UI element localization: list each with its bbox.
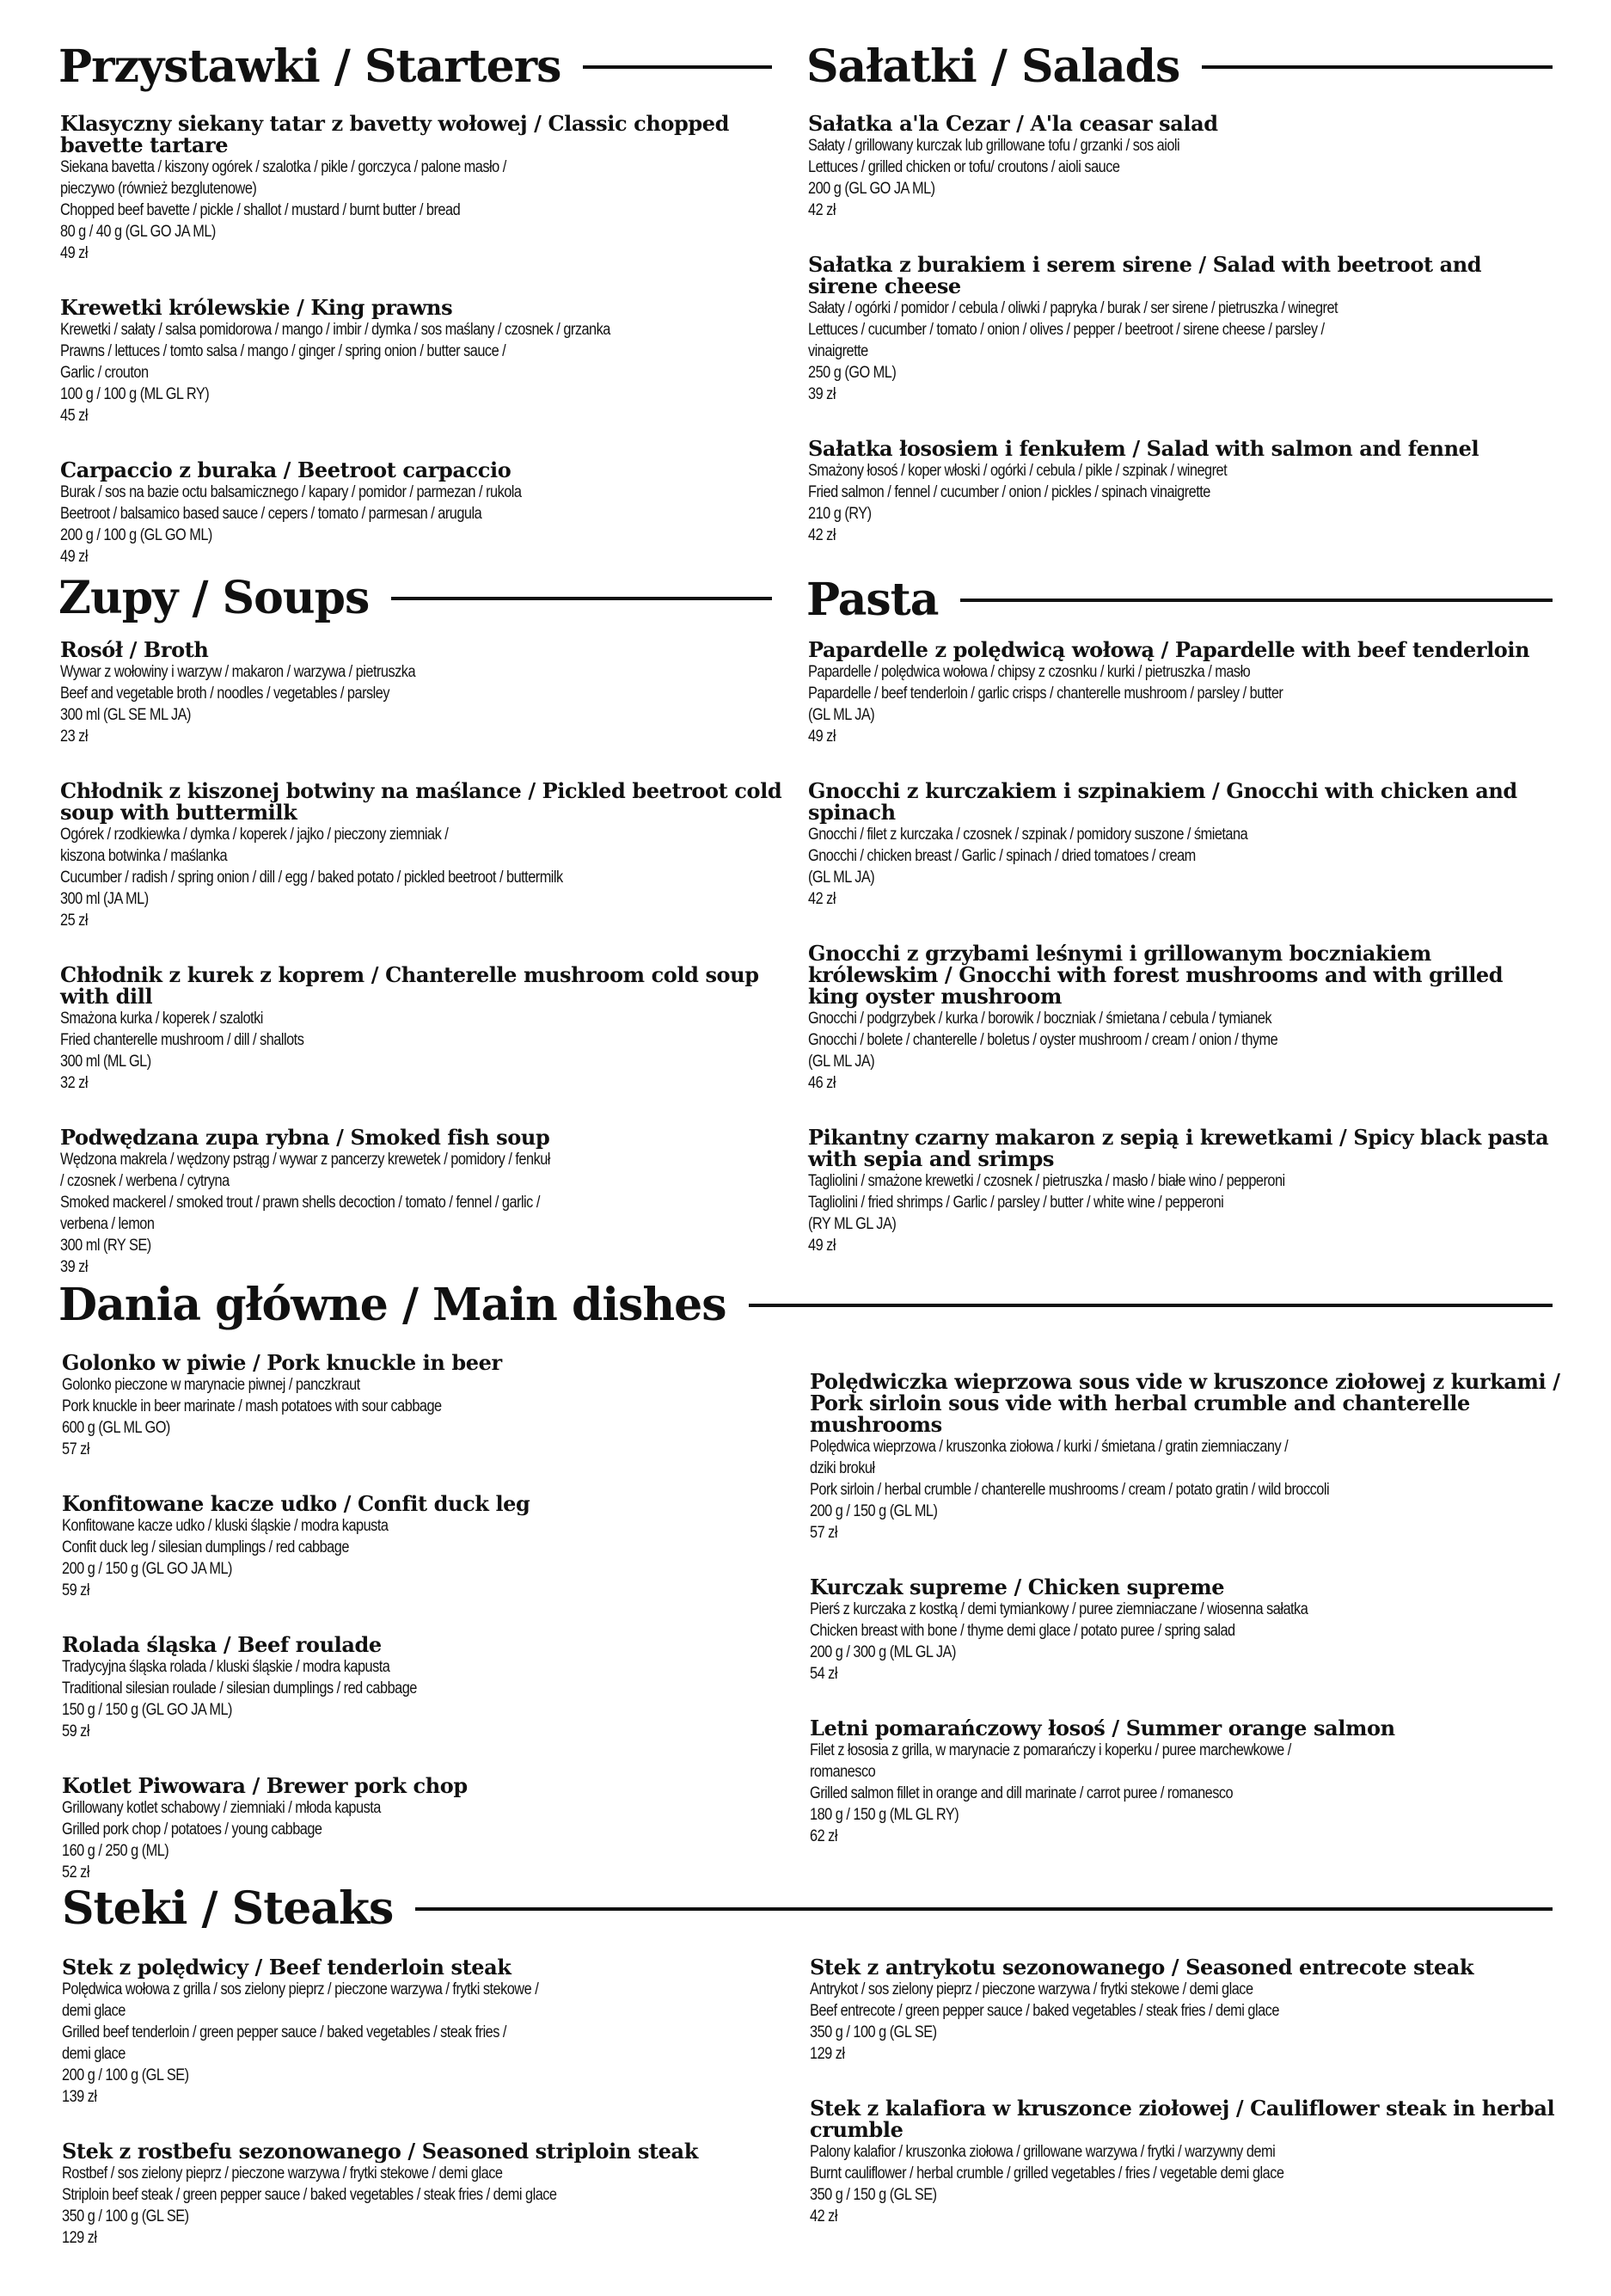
- menu-item-details: [808, 824, 1556, 910]
- menu-item-details: [60, 319, 791, 427]
- section-divider: [391, 597, 772, 600]
- menu-item: [808, 1127, 1556, 1256]
- section-header: [58, 1274, 1553, 1336]
- menu-item-line: 200 g / 150 g (GL ML): [810, 1502, 938, 1520]
- section-starters: [58, 36, 772, 98]
- steaks-left-list: [62, 1956, 793, 2281]
- section-title: Sałatki / Salads: [806, 40, 1180, 93]
- menu-item-price: 139 zł: [62, 2088, 97, 2106]
- menu-item-line: Cucumber / radish / spring onion / dill / egg / baked potato / pickled beetroot / buttermilk: [60, 869, 563, 887]
- menu-item-line: romanesco: [810, 1763, 876, 1781]
- menu-item-price: 42 zł: [810, 2207, 837, 2225]
- menu-item-line: Sałaty / ogórki / pomidor / cebula / oliwki / papryka / burak / ser sirene / pietruszka / winegret: [808, 299, 1338, 317]
- menu-item-price: 42 zł: [808, 526, 836, 544]
- menu-item-details: [810, 1599, 1583, 1685]
- menu-item-line: Tradycyjna śląska rolada / kluski śląskie / modra kapusta: [62, 1658, 390, 1676]
- menu-item-line: Chopped beef bavette / pickle / shallot / mustard / burnt butter / bread: [60, 201, 461, 219]
- menu-item: [810, 2097, 1566, 2227]
- menu-item-line: Antrykot / sos zielony pieprz / pieczone warzywa / frytki stekowe / demi glace: [810, 1980, 1253, 1998]
- menu-item-line: Chicken breast with bone / thyme demi glace / potato puree / spring salad: [810, 1622, 1235, 1640]
- menu-item-title: Gnocchi z kurczakiem i szpinakiem / Gnocchi with chicken and spinach: [808, 778, 1517, 825]
- menu-item-title: Polędwiczka wieprzowa sous vide w kruszonce ziołowej z kurkami / Pork sirloin sous vide with herbal crumble and chanterelle mushrooms: [810, 1369, 1560, 1437]
- menu-item: [62, 1352, 793, 1460]
- section-header: [62, 1878, 1553, 1940]
- menu-item: [62, 1634, 793, 1742]
- menu-item-title: Pikantny czarny makaron z sepią i krewetkami / Spicy black pasta with sepia and srimps: [808, 1125, 1549, 1171]
- section-pasta: [806, 569, 1553, 631]
- menu-item-line: / czosnek / werbena / cytryna: [60, 1172, 230, 1190]
- menu-item-line: Pierś z kurczaka z kostką / demi tymiankowy / puree ziemniaczane / wiosenna sałatka: [810, 1600, 1308, 1618]
- menu-item-details: [60, 661, 791, 747]
- menu-item-line: Papardelle / beef tenderloin / garlic crisps / chanterelle mushroom / parsley / butter: [808, 685, 1283, 703]
- steaks-right-list: [810, 1956, 1566, 2260]
- menu-item-details: [62, 1797, 793, 1883]
- menu-item-price: 49 zł: [808, 1237, 836, 1255]
- menu-item-price: 23 zł: [60, 727, 88, 746]
- menu-item-price: 39 zł: [808, 385, 836, 403]
- menu-item-line: demi glace: [62, 2002, 126, 2020]
- menu-item: [60, 639, 791, 747]
- menu-item-title: Carpaccio z buraka / Beetroot carpaccio: [60, 457, 511, 482]
- menu-item-line: Gnocchi / chicken breast / Garlic / spinach / dried tomatoes / cream: [808, 847, 1196, 865]
- menu-item-price: 59 zł: [62, 1722, 89, 1740]
- menu-item-price: 46 zł: [808, 1074, 836, 1092]
- soups-list: [60, 639, 791, 1311]
- menu-item-line: Burnt cauliflower / herbal crumble / grilled vegetables / fries / vegetable demi glace: [810, 2164, 1284, 2182]
- menu-item-line: 80 g / 40 g (GL GO JA ML): [60, 223, 216, 241]
- section-soups: [58, 568, 772, 629]
- menu-item-line: 200 g / 300 g (ML GL JA): [810, 1643, 956, 1661]
- menu-item-title: Rosół / Broth: [60, 637, 209, 662]
- menu-item-details: [60, 482, 791, 568]
- menu-item-title: Sałatka łososiem i fenkułem / Salad with salmon and fennel: [808, 436, 1479, 461]
- menu-item-line: Polędwica wieprzowa / kruszonka ziołowa / kurki / śmietana / gratin ziemniaczany /: [810, 1438, 1289, 1456]
- section-header: [806, 569, 1553, 631]
- menu-item-title: Papardelle z polędwicą wołową / Papardelle with beef tenderloin: [808, 637, 1530, 662]
- menu-item-line: (RY ML GL JA): [808, 1215, 897, 1233]
- section-divider: [960, 599, 1553, 602]
- menu-item-line: Filet z łososia z grilla, w marynacie z pomarańczy i koperku / puree marchewkowe /: [810, 1741, 1291, 1759]
- menu-item-line: Fried chanterelle mushroom / dill / shallots: [60, 1031, 304, 1049]
- menu-item: [810, 1576, 1583, 1685]
- menu-item-price: 49 zł: [60, 548, 88, 566]
- starters-list: [60, 113, 791, 600]
- menu-item-details: [810, 1740, 1583, 1847]
- menu-item: [808, 639, 1556, 747]
- menu-item: [808, 780, 1556, 910]
- menu-item-price: 52 zł: [62, 1863, 89, 1882]
- mains-left-list: [62, 1352, 793, 1916]
- mains-right-list: [810, 1371, 1583, 1880]
- menu-item-line: 350 g / 100 g (GL SE): [62, 2207, 189, 2225]
- menu-item-details: [808, 460, 1556, 546]
- section-header: [806, 36, 1553, 98]
- menu-item-line: Confit duck leg / silesian dumplings / red cabbage: [62, 1538, 349, 1556]
- section-divider: [1202, 65, 1553, 69]
- menu-item-line: 200 g / 100 g (GL GO ML): [60, 526, 212, 544]
- section-divider: [749, 1304, 1553, 1307]
- menu-item-details: [62, 1979, 793, 2108]
- menu-item-title: Chłodnik z kurek z koprem / Chanterelle mushroom cold soup with dill: [60, 962, 759, 1009]
- menu-item-line: 200 g / 150 g (GL GO JA ML): [62, 1560, 232, 1578]
- menu-item-title: Stek z antrykotu sezonowanego / Seasoned entrecote steak: [810, 1955, 1474, 1980]
- menu-item-line: Grilled salmon fillet in orange and dill marinate / carrot puree / romanesco: [810, 1784, 1234, 1802]
- section-title: Steki / Steaks: [62, 1882, 394, 1935]
- menu-item: [60, 113, 791, 264]
- menu-item-line: 210 g (RY): [808, 505, 872, 523]
- menu-item-price: 54 zł: [810, 1665, 837, 1683]
- menu-item-line: Prawns / lettuces / tomto salsa / mango / ginger / spring onion / butter sauce /: [60, 342, 506, 360]
- menu-item-line: (GL ML JA): [808, 869, 875, 887]
- menu-item-line: Pork knuckle in beer marinate / mash potatoes with sour cabbage: [62, 1397, 442, 1415]
- menu-item-details: [810, 2141, 1566, 2227]
- menu-item-line: (GL ML JA): [808, 1053, 875, 1071]
- menu-item-line: vinaigrette: [808, 342, 868, 360]
- menu-item-line: Palony kalafior / kruszonka ziołowa / grillowane warzywa / frytki / warzywny demi: [810, 2143, 1276, 2161]
- menu-item-details: [60, 157, 791, 264]
- menu-item-title: Stek z kalafiora w kruszonce ziołowej / Cauliflower steak in herbal crumble: [810, 2096, 1555, 2142]
- menu-item-title: Stek z rostbefu sezonowanego / Seasoned striploin steak: [62, 2139, 698, 2164]
- menu-item-title: Sałatka a'la Cezar / A'la ceasar salad: [808, 111, 1218, 136]
- menu-item-line: Beef and vegetable broth / noodles / vegetables / parsley: [60, 685, 390, 703]
- menu-item: [62, 1956, 793, 2108]
- menu-item-line: Tagliolini / smażone krewetki / czosnek / pietruszka / masło / białe wino / pepperoni: [808, 1172, 1285, 1190]
- menu-item: [808, 942, 1556, 1094]
- section-title: Pasta: [806, 574, 939, 626]
- menu-item-details: [808, 1008, 1556, 1094]
- menu-item-title: Klasyczny siekany tatar z bavetty wołowej / Classic chopped bavette tartare: [60, 111, 730, 157]
- menu-item-title: Golonko w piwie / Pork knuckle in beer: [62, 1350, 502, 1375]
- menu-item: [808, 254, 1556, 405]
- menu-item-price: 39 zł: [60, 1258, 88, 1276]
- menu-item-details: [60, 1008, 791, 1094]
- menu-item-line: 250 g (GO ML): [808, 364, 897, 382]
- menu-item-line: Polędwica wołowa z grilla / sos zielony pieprz / pieczone warzywa / frytki stekowe /: [62, 1980, 539, 1998]
- menu-item-line: Sałaty / grillowany kurczak lub grillowane tofu / grzanki / sos aioli: [808, 137, 1180, 155]
- menu-item-price: 42 zł: [808, 890, 836, 908]
- menu-item-line: Smażony łosoś / koper włoski / ogórki / cebula / pikle / szpinak / winegret: [808, 462, 1228, 480]
- menu-item-line: Siekana bavetta / kiszony ogórek / szalotka / pikle / gorczyca / palone masło /: [60, 158, 506, 176]
- menu-item-line: Krewetki / sałaty / salsa pomidorowa / mango / imbir / dymka / sos maślany / czosnek / grzanka: [60, 321, 610, 339]
- section-title: Przystawki / Starters: [58, 40, 561, 93]
- menu-item-line: 350 g / 150 g (GL SE): [810, 2186, 937, 2204]
- menu-item: [62, 1775, 793, 1883]
- menu-item-details: [60, 1149, 791, 1278]
- menu-item-line: Wywar z wołowiny i warzyw / makaron / warzywa / pietruszka: [60, 663, 416, 681]
- menu-item: [60, 780, 791, 931]
- menu-item-line: Gnocchi / bolete / chanterelle / boletus / oyster mushroom / cream / onion / thyme: [808, 1031, 1278, 1049]
- menu-item-line: Golonko pieczone w marynacie piwnej / panczkraut: [62, 1376, 360, 1394]
- menu-item-line: 350 g / 100 g (GL SE): [810, 2023, 937, 2041]
- menu-item-details: [62, 2163, 793, 2249]
- menu-item-title: Chłodnik z kiszonej botwiny na maślance / Pickled beetroot cold soup with buttermilk: [60, 778, 782, 825]
- menu-item: [60, 964, 791, 1094]
- menu-item-line: demi glace: [62, 2045, 126, 2063]
- menu-item-line: Lettuces / cucumber / tomato / onion / olives / pepper / beetroot / sirene cheese / parsley /: [808, 321, 1325, 339]
- section-divider: [415, 1907, 1553, 1911]
- menu-item-title: Rolada śląska / Beef roulade: [62, 1632, 382, 1657]
- menu-item-details: [808, 661, 1556, 747]
- menu-item-details: [810, 1436, 1583, 1544]
- menu-item-title: Podwędzana zupa rybna / Smoked fish soup: [60, 1125, 550, 1150]
- menu-item-line: 100 g / 100 g (ML GL RY): [60, 385, 210, 403]
- menu-item-line: Papardelle / polędwica wołowa / chipsy z czosnku / kurki / pietruszka / masło: [808, 663, 1251, 681]
- menu-item-line: Gnocchi / filet z kurczaka / czosnek / szpinak / pomidory suszone / śmietana: [808, 826, 1248, 844]
- menu-item-line: Smoked mackerel / smoked trout / prawn shells decoction / tomato / fennel / garlic /: [60, 1194, 540, 1212]
- section-title: Zupy / Soups: [58, 572, 370, 624]
- menu-item-line: Ogórek / rzodkiewka / dymka / koperek / jajko / pieczony ziemniak /: [60, 826, 449, 844]
- menu-item-line: 300 ml (ML GL): [60, 1053, 151, 1071]
- menu-item-price: 57 zł: [62, 1440, 89, 1458]
- menu-item-details: [62, 1515, 793, 1601]
- menu-item-price: 49 zł: [60, 244, 88, 262]
- menu-item-price: 62 zł: [810, 1827, 837, 1845]
- menu-item-line: Wędzona makrela / wędzony pstrąg / wywar z pancerzy krewetek / pomidory / fenkuł: [60, 1151, 550, 1169]
- menu-item-details: [808, 1170, 1556, 1256]
- menu-item-details: [810, 1979, 1566, 2065]
- section-mains: [58, 1274, 1553, 1336]
- menu-item-price: 49 zł: [808, 727, 836, 746]
- menu-item-price: 42 zł: [808, 201, 836, 219]
- menu-item-line: Burak / sos na bazie octu balsamicznego / kapary / pomidor / parmezan / rukola: [60, 483, 522, 501]
- menu-item-details: [62, 1656, 793, 1742]
- menu-item-line: Garlic / crouton: [60, 364, 149, 382]
- menu-item: [62, 1493, 793, 1601]
- menu-item-title: Sałatka z burakiem i serem sirene / Salad with beetroot and sirene cheese: [808, 252, 1482, 298]
- menu-item-title: Letni pomarańczowy łosoś / Summer orange salmon: [810, 1716, 1395, 1740]
- menu-item-line: Striploin beef steak / green pepper sauce / baked vegetables / steak fries / demi glace: [62, 2186, 557, 2204]
- menu-item-details: [808, 135, 1556, 221]
- menu-item-title: Gnocchi z grzybami leśnymi i grillowanym boczniakiem królewskim / Gnocchi with forest mushrooms and with grilled king oyster mushroom: [808, 941, 1504, 1009]
- menu-item-line: 300 ml (GL SE ML JA): [60, 706, 191, 724]
- menu-item-price: 25 zł: [60, 912, 88, 930]
- menu-item-title: Krewetki królewskie / King prawns: [60, 295, 453, 320]
- menu-item-price: 59 zł: [62, 1581, 89, 1599]
- menu-item-line: 300 ml (JA ML): [60, 890, 149, 908]
- menu-item-title: Kotlet Piwowara / Brewer pork chop: [62, 1773, 468, 1798]
- menu-item: [60, 297, 791, 427]
- menu-item-line: Rostbef / sos zielony pieprz / pieczone warzywa / frytki stekowe / demi glace: [62, 2164, 503, 2182]
- menu-item-line: 600 g (GL ML GO): [62, 1419, 170, 1437]
- menu-item-line: kiszona botwinka / maślanka: [60, 847, 228, 865]
- menu-item-details: [62, 1374, 793, 1460]
- section-salads: [806, 36, 1553, 98]
- menu-item-line: pieczywo (również bezglutenowe): [60, 180, 257, 198]
- menu-item: [808, 113, 1556, 221]
- menu-item-title: Stek z polędwicy / Beef tenderloin steak: [62, 1955, 511, 1980]
- menu-item-line: Grilled pork chop / potatoes / young cabbage: [62, 1820, 322, 1839]
- section-title: Dania główne / Main dishes: [58, 1279, 726, 1331]
- menu-item-price: 45 zł: [60, 407, 88, 425]
- menu-item-line: Konfitowane kacze udko / kluski śląskie / modra kapusta: [62, 1517, 389, 1535]
- menu-item-line: Tagliolini / fried shrimps / Garlic / parsley / butter / white wine / pepperoni: [808, 1194, 1224, 1212]
- menu-item-line: verbena / lemon: [60, 1215, 155, 1233]
- menu-item-line: Gnocchi / podgrzybek / kurka / borowik / boczniak / śmietana / cebula / tymianek: [808, 1010, 1272, 1028]
- section-header: [58, 36, 772, 98]
- menu-item: [810, 1717, 1583, 1847]
- menu-item-line: Smażona kurka / koperek / szalotki: [60, 1010, 263, 1028]
- menu-item: [60, 459, 791, 568]
- menu-item-line: 200 g (GL GO JA ML): [808, 180, 935, 198]
- menu-item-line: Grilled beef tenderloin / green pepper sauce / baked vegetables / steak fries /: [62, 2023, 506, 2041]
- menu-item-line: 160 g / 250 g (ML): [62, 1842, 169, 1860]
- salads-list: [808, 113, 1556, 579]
- menu-item-line: dziki brokuł: [810, 1459, 875, 1477]
- menu-item-price: 129 zł: [62, 2229, 97, 2247]
- section-steaks: [62, 1878, 1553, 1940]
- menu-item-price: 129 zł: [810, 2045, 845, 2063]
- menu-item-line: Lettuces / grilled chicken or tofu/ croutons / aioli sauce: [808, 158, 1120, 176]
- section-divider: [583, 65, 772, 69]
- menu-item-price: 32 zł: [60, 1074, 88, 1092]
- menu-item-title: Kurczak supreme / Chicken supreme: [810, 1575, 1225, 1599]
- menu-item-line: Grillowany kotlet schabowy / ziemniaki / młoda kapusta: [62, 1799, 381, 1817]
- section-header: [58, 568, 772, 629]
- menu-item-line: 180 g / 150 g (ML GL RY): [810, 1806, 959, 1824]
- pasta-list: [808, 639, 1556, 1289]
- menu-item-price: 57 zł: [810, 1524, 837, 1542]
- menu-item-line: Traditional silesian roulade / silesian dumplings / red cabbage: [62, 1679, 417, 1697]
- menu-item-line: Pork sirloin / herbal crumble / chanterelle mushrooms / cream / potato gratin / wild broccoli: [810, 1481, 1330, 1499]
- menu-item: [62, 2140, 793, 2249]
- menu-item-line: (GL ML JA): [808, 706, 875, 724]
- menu-item-line: Beef entrecote / green pepper sauce / baked vegetables / steak fries / demi glace: [810, 2002, 1279, 2020]
- menu-item-line: 200 g / 100 g (GL SE): [62, 2066, 189, 2084]
- menu-item: [60, 1127, 791, 1278]
- menu-item-details: [808, 298, 1556, 405]
- menu-item-line: Fried salmon / fennel / cucumber / onion / pickles / spinach vinaigrette: [808, 483, 1210, 501]
- menu-item: [810, 1371, 1583, 1544]
- menu-item: [808, 438, 1556, 546]
- menu-item-title: Konfitowane kacze udko / Confit duck leg: [62, 1491, 530, 1516]
- menu-item-line: Beetroot / balsamico based sauce / cepers / tomato / parmesan / arugula: [60, 505, 482, 523]
- menu-item-line: 300 ml (RY SE): [60, 1237, 151, 1255]
- menu-item-line: 150 g / 150 g (GL GO JA ML): [62, 1701, 232, 1719]
- menu-item: [810, 1956, 1566, 2065]
- menu-item-details: [60, 824, 791, 931]
